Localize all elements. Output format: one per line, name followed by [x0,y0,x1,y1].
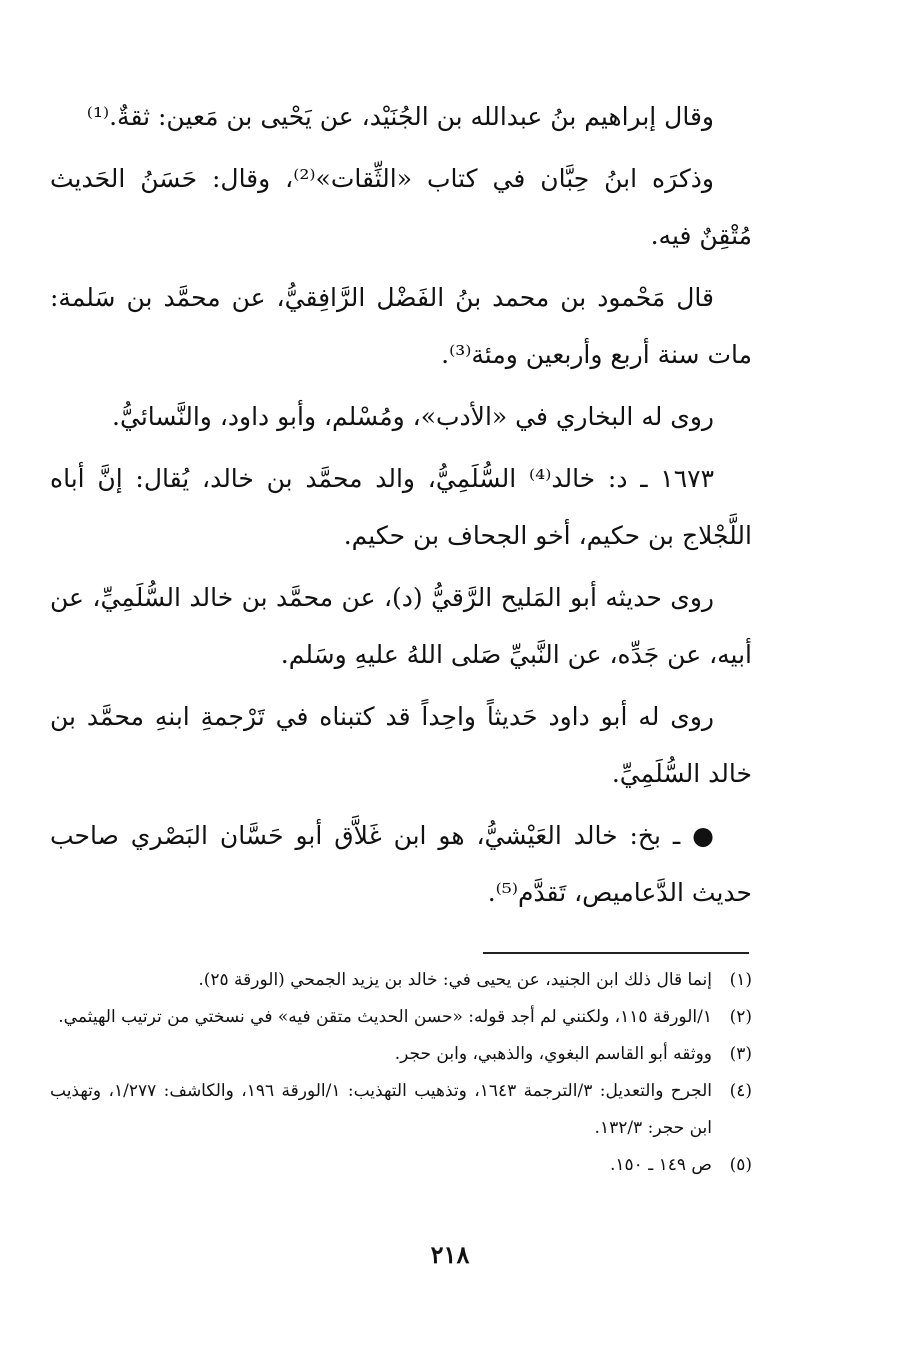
page-number: ٢١٨ [430,1240,470,1269]
footnote-text: إنما قال ذلك ابن الجنيد، عن يحيى في: خالد بن يزيد الجمحي (الورقة ٢٥). [198,970,712,990]
footnote [50,962,752,999]
footnote-number: (٥) [729,1155,752,1175]
footnote-text: ١/الورقة ١١٥، ولكنني لم أجد قوله: «حسن الحديث متقن فيه» في نسختي من ترتيب الهيثمي. [58,1007,712,1027]
paragraph-death-date: قال مَحْمود بن محمد بنُ الفَضْل الرَّافِقيُّ، عن محمَّد بن سَلمة: مات سنة أربع وأربعين ومئة⁽³⁾. [50,283,752,369]
entry-khalid-al-ayshi: ● ـ بخ: خالد العَيْشيُّ، هو ابن غَلاَّق أبو حَسَّان البَصْري صاحب حديث الدَّعاميص، تَقدَّم⁽⁵⁾. [50,821,752,907]
footnote-number: (١) [729,970,752,990]
footnote [50,1073,752,1147]
footnote [50,999,752,1036]
footnote [50,1036,752,1073]
footnote-number: (٣) [729,1044,752,1064]
footnote-text: ص ١٤٩ ـ ١٥٠. [610,1155,712,1175]
footnote-text: ووثقه أبو القاسم البغوي، والذهبي، وابن حجر. [394,1044,712,1064]
paragraph-ibn-hibban: وذكرَه ابنُ حِبَّان في كتاب «الثِّقات»⁽²⁾، وقال: حَسَنُ الحَديث مُتْقِنٌ فيه. [50,164,752,250]
main-text [50,88,752,926]
paragraph-ibn-junayd: وقال إبراهيم بنُ عبدالله بن الجُنَيْد، عن يَحْيى بن مَعين: ثقةٌ.⁽¹⁾ [86,102,714,131]
entry-1673: ١٦٧٣ ـ د: خالد⁽⁴⁾ السُّلَمِيُّ، والد محمَّد بن خالد، يُقال: إنَّ أباه اللَّجْلاج بن حكيم، أخو الجحاف بن حكيم. [50,464,752,550]
footnote [50,1147,752,1184]
footnote-number: (٢) [729,1007,752,1027]
paragraph-hadith-chain: روى حديثه أبو المَليح الرَّقيُّ (د)، عن محمَّد بن خالد السُّلَمِيِّ، عن أبيه، عن جَدِّه، عن النَّبيِّ صَلى اللهُ عليهِ وسَلم. [50,583,752,669]
footnotes [50,962,752,1184]
paragraph-abu-dawud: روى له أبو داود حَديثاً واحِداً قد كتبناه في تَرْجمةِ ابنهِ محمَّد بن خالد السُّلَمِيِّ. [50,702,752,788]
footnote-text: الجرح والتعديل: ٣/الترجمة ١٦٤٣، وتذهيب التهذيب: ١/الورقة ١٩٦، والكاشف: ١/٢٧٧، وتهذيب ابن حجر: ١٣٢/٣. [50,1081,713,1138]
paragraph-narrators: روى له البخاري في «الأدب»، ومُسْلم، وأبو داود، والنَّسائيُّ. [112,402,714,431]
footnote-number: (٤) [729,1081,752,1101]
footnote-separator [483,952,749,954]
